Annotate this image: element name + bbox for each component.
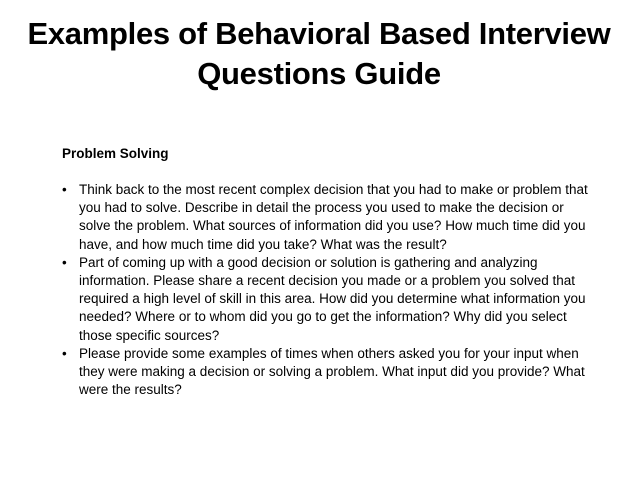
- page-title: [10, 14, 628, 94]
- title-line-1: Examples of Behavioral Based Interview: [27, 16, 611, 51]
- bullet-text: Please provide some examples of times when others asked you for your input when they were making a decision or solving a problem. What input did you provide? What were the results?: [79, 345, 585, 398]
- bullet-icon: •: [62, 254, 67, 270]
- bullet-text: Think back to the most recent complex decision that you had to make or problem that you had to solve. Describe in detail the process you used to make the decision or solve the problem. What sources of information did you use? How much time did you have, and how much time did you take? What was the result?: [79, 182, 588, 252]
- bullet-item: [62, 181, 592, 254]
- title-line-2: Questions Guide: [197, 56, 441, 91]
- bullet-item: [62, 254, 592, 345]
- section-heading: Problem Solving: [62, 146, 169, 161]
- bullet-text: Part of coming up with a good decision or solution is gathering and analyzing information. Please share a recent decision you made or a problem you solved that required a high level of skill in this area. How did you determine what information you needed? Where or to whom did you go to get the information? Why did you select those specific sources?: [79, 254, 586, 343]
- bullet-list: [62, 181, 592, 399]
- bullet-icon: •: [62, 182, 67, 197]
- bullet-icon: •: [62, 345, 67, 361]
- bullet-item: [62, 345, 592, 400]
